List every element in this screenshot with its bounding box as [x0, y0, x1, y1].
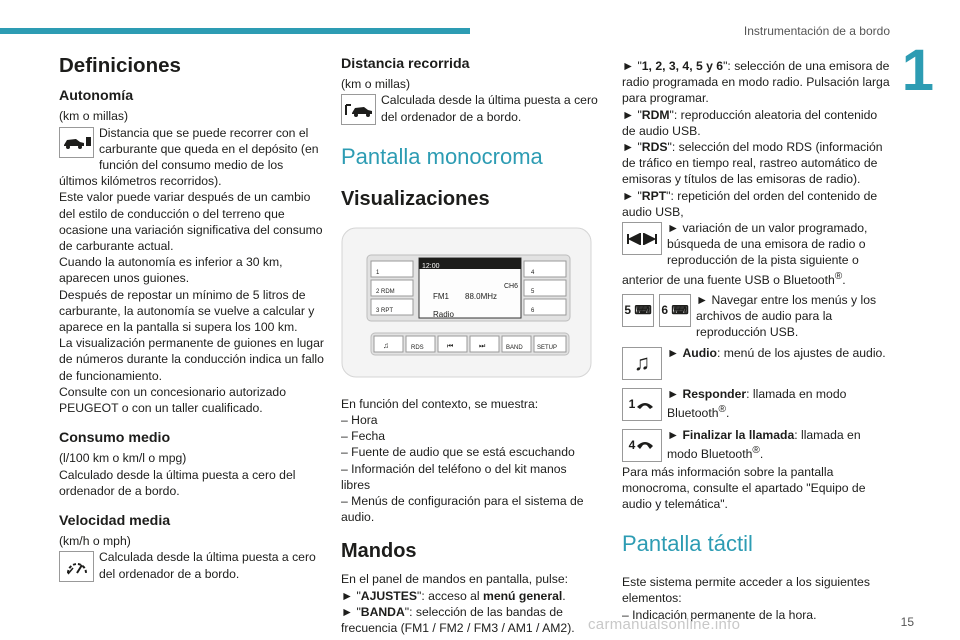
monochrome-screen-title: Pantalla monocroma [341, 143, 543, 169]
audio-button: ♫ [383, 340, 389, 350]
autonomy-block [59, 125, 325, 190]
ajustes-item: ► "AJUSTES": acceso al menú general. [341, 588, 566, 603]
autonomy-heading: Autonomía [59, 88, 134, 105]
consumption-unit: (l/100 km o km/l o mpg) [59, 451, 187, 466]
rdm-item: ► "RDM": reproducción aleatoria del contenido de audio USB. [622, 107, 878, 138]
autonomy-unit: (km o millas) [59, 109, 129, 124]
speed-block [59, 549, 325, 581]
displays-title: Visualizaciones [341, 187, 490, 210]
context-item: – Hora [341, 413, 378, 428]
preset-button-1: 1 [376, 269, 380, 276]
preset-button-5: 5 [531, 288, 535, 295]
band-button: BAND [506, 344, 523, 351]
column-3 [622, 58, 892, 623]
rds-item: ► "RDS": selección del modo RDS (información de tráfico en tiempo real, rastreo automático de emisoras y títulos de las emisoras de radio). [622, 140, 883, 187]
button-5-icon: 5 ⌨ [622, 294, 654, 327]
page-number: 15 [900, 615, 914, 629]
definitions-title: Definiciones [59, 54, 181, 77]
screen-source: Radio [433, 309, 454, 319]
distance-unit: (km o millas) [341, 77, 411, 92]
fuel-range-icon [59, 127, 94, 158]
preset-button-3: 3 RPT [376, 307, 394, 314]
controls-intro: En el panel de mandos en pantalla, pulse: [341, 572, 568, 587]
end-call-icon: 4 [622, 429, 662, 462]
section-header: Instrumentación de a bordo [743, 24, 890, 38]
banda-item: ► "BANDA": selección de las bandas de frecuencia (FM1 / FM2 / FM3 / AM1 / AM2). [341, 604, 575, 636]
preset-button-2: 2 RDM [376, 288, 395, 295]
touch-screen-title: Pantalla táctil [622, 531, 753, 557]
distance-heading: Distancia recorrida [341, 56, 470, 72]
distance-definition: Calculada desde la última puesta a cero del ordenador de a bordo. [381, 93, 598, 124]
context-item: – Menús de configuración para el sistema de audio. [341, 494, 584, 525]
autonomy-p5: Consulte con un concesionario autorizado PEUGEOT o con un taller cualificado. [59, 384, 286, 416]
more-info-text: Para más información sobre la pantalla monocroma, consulte el apartado "Equipo de audio y telemática". [622, 464, 866, 511]
presets-item: ► "1, 2, 3, 4, 5 y 6": selección de una emisora de radio programada en modo radio. Pulsación larga para programar. [622, 59, 890, 106]
speed-unit: (km/h o mph) [59, 534, 131, 549]
answer-item: 1 ► Responder: llamada en modo Bluetooth®. [622, 386, 892, 421]
preset-button-4: 4 [531, 269, 535, 276]
button-6-icon: 6 ⌨ [659, 294, 691, 327]
distance-block [341, 92, 599, 124]
answer-call-icon: 1 [622, 388, 662, 421]
screen-preset: CH6 [504, 282, 519, 290]
column-2 [341, 56, 599, 636]
autonomy-p1: Este valor puede variar después de un cambio del estilo de conducción o del terreno que ocasione una variación significativa del consumo de carburante actual. [59, 190, 323, 254]
consumption-text: Calculado desde la última puesta a cero del ordenador de a bordo. [59, 467, 296, 498]
average-speed-icon [59, 551, 94, 582]
screen-band: FM1 [433, 291, 449, 301]
autonomy-definition: Distancia que se puede recorrer con el carburante que queda en el depósito (en función del consumo medio de los últimos kilómetros recorridos). [59, 125, 319, 189]
autonomy-p3: Después de repostar un mínimo de 5 litros de carburante, la autonomía se vuelve a calcular y aparece en la pantalla si supera los 100 km. [59, 287, 315, 335]
next-button: ⏭ [479, 342, 486, 350]
seek-buttons-icon [622, 222, 662, 255]
screen-time: 12:00 [422, 262, 440, 270]
context-item: – Fecha [341, 429, 386, 444]
preset-button-6: 6 [531, 307, 535, 314]
touch-screen-text: Este sistema permite acceder a los siguientes elementos: [622, 575, 870, 606]
setup-button: SETUP [537, 344, 558, 351]
screen-frequency: 88.0MHz [465, 291, 498, 301]
nav-item: 5 ⌨ 6 ⌨ ► Navegar entre los menús y los archivos de audio para la reproducción USB. [622, 292, 892, 341]
speed-heading: Velocidad media [59, 513, 171, 530]
autonomy-p4: La visualización permanente de guiones en lugar de números durante la conducción indica un fallo de funcionamiento. [59, 336, 324, 383]
header-accent-bar [0, 28, 470, 34]
speed-definition: Calculada desde la última puesta a cero del ordenador de a bordo. [99, 550, 316, 581]
hangup-item: 4 ► Finalizar la llamada: llamada en modo Bluetooth®. [622, 427, 892, 462]
rds-button: RDS [411, 344, 424, 351]
distance-travelled-icon [341, 94, 376, 125]
autonomy-p2: Cuando la autonomía es inferior a 30 km, aparecen unos guiones. [59, 255, 283, 286]
controls-title: Mandos [341, 540, 417, 563]
chapter-number: 1 [901, 38, 934, 103]
music-note-icon: ♫ [622, 347, 662, 380]
context-item: – Información del teléfono o del kit manos libres [341, 461, 567, 492]
watermark: carmanualsonline.info [588, 616, 741, 633]
consumption-heading: Consumo medio [59, 430, 171, 447]
touch-screen-item: – Indicación permanente de la hora. [622, 607, 817, 622]
previous-button: ⏮ [447, 342, 454, 350]
context-intro: En función del contexto, se muestra: [341, 396, 539, 411]
seek-item: ► variación de un valor programado, búsqueda de una emisora de radio o reproducción de la pista siguiente o anterior de una fuente USB o Bluetooth®. [622, 221, 868, 287]
column-1 [59, 54, 325, 584]
audio-item: ♫ ► Audio: menú de los ajustes de audio. [622, 345, 892, 361]
monochrome-screen-illustration [341, 227, 592, 378]
context-item: – Fuente de audio que se está escuchando [341, 445, 575, 460]
rpt-item: ► "RPT": repetición del orden del contenido de audio USB, [622, 188, 878, 219]
